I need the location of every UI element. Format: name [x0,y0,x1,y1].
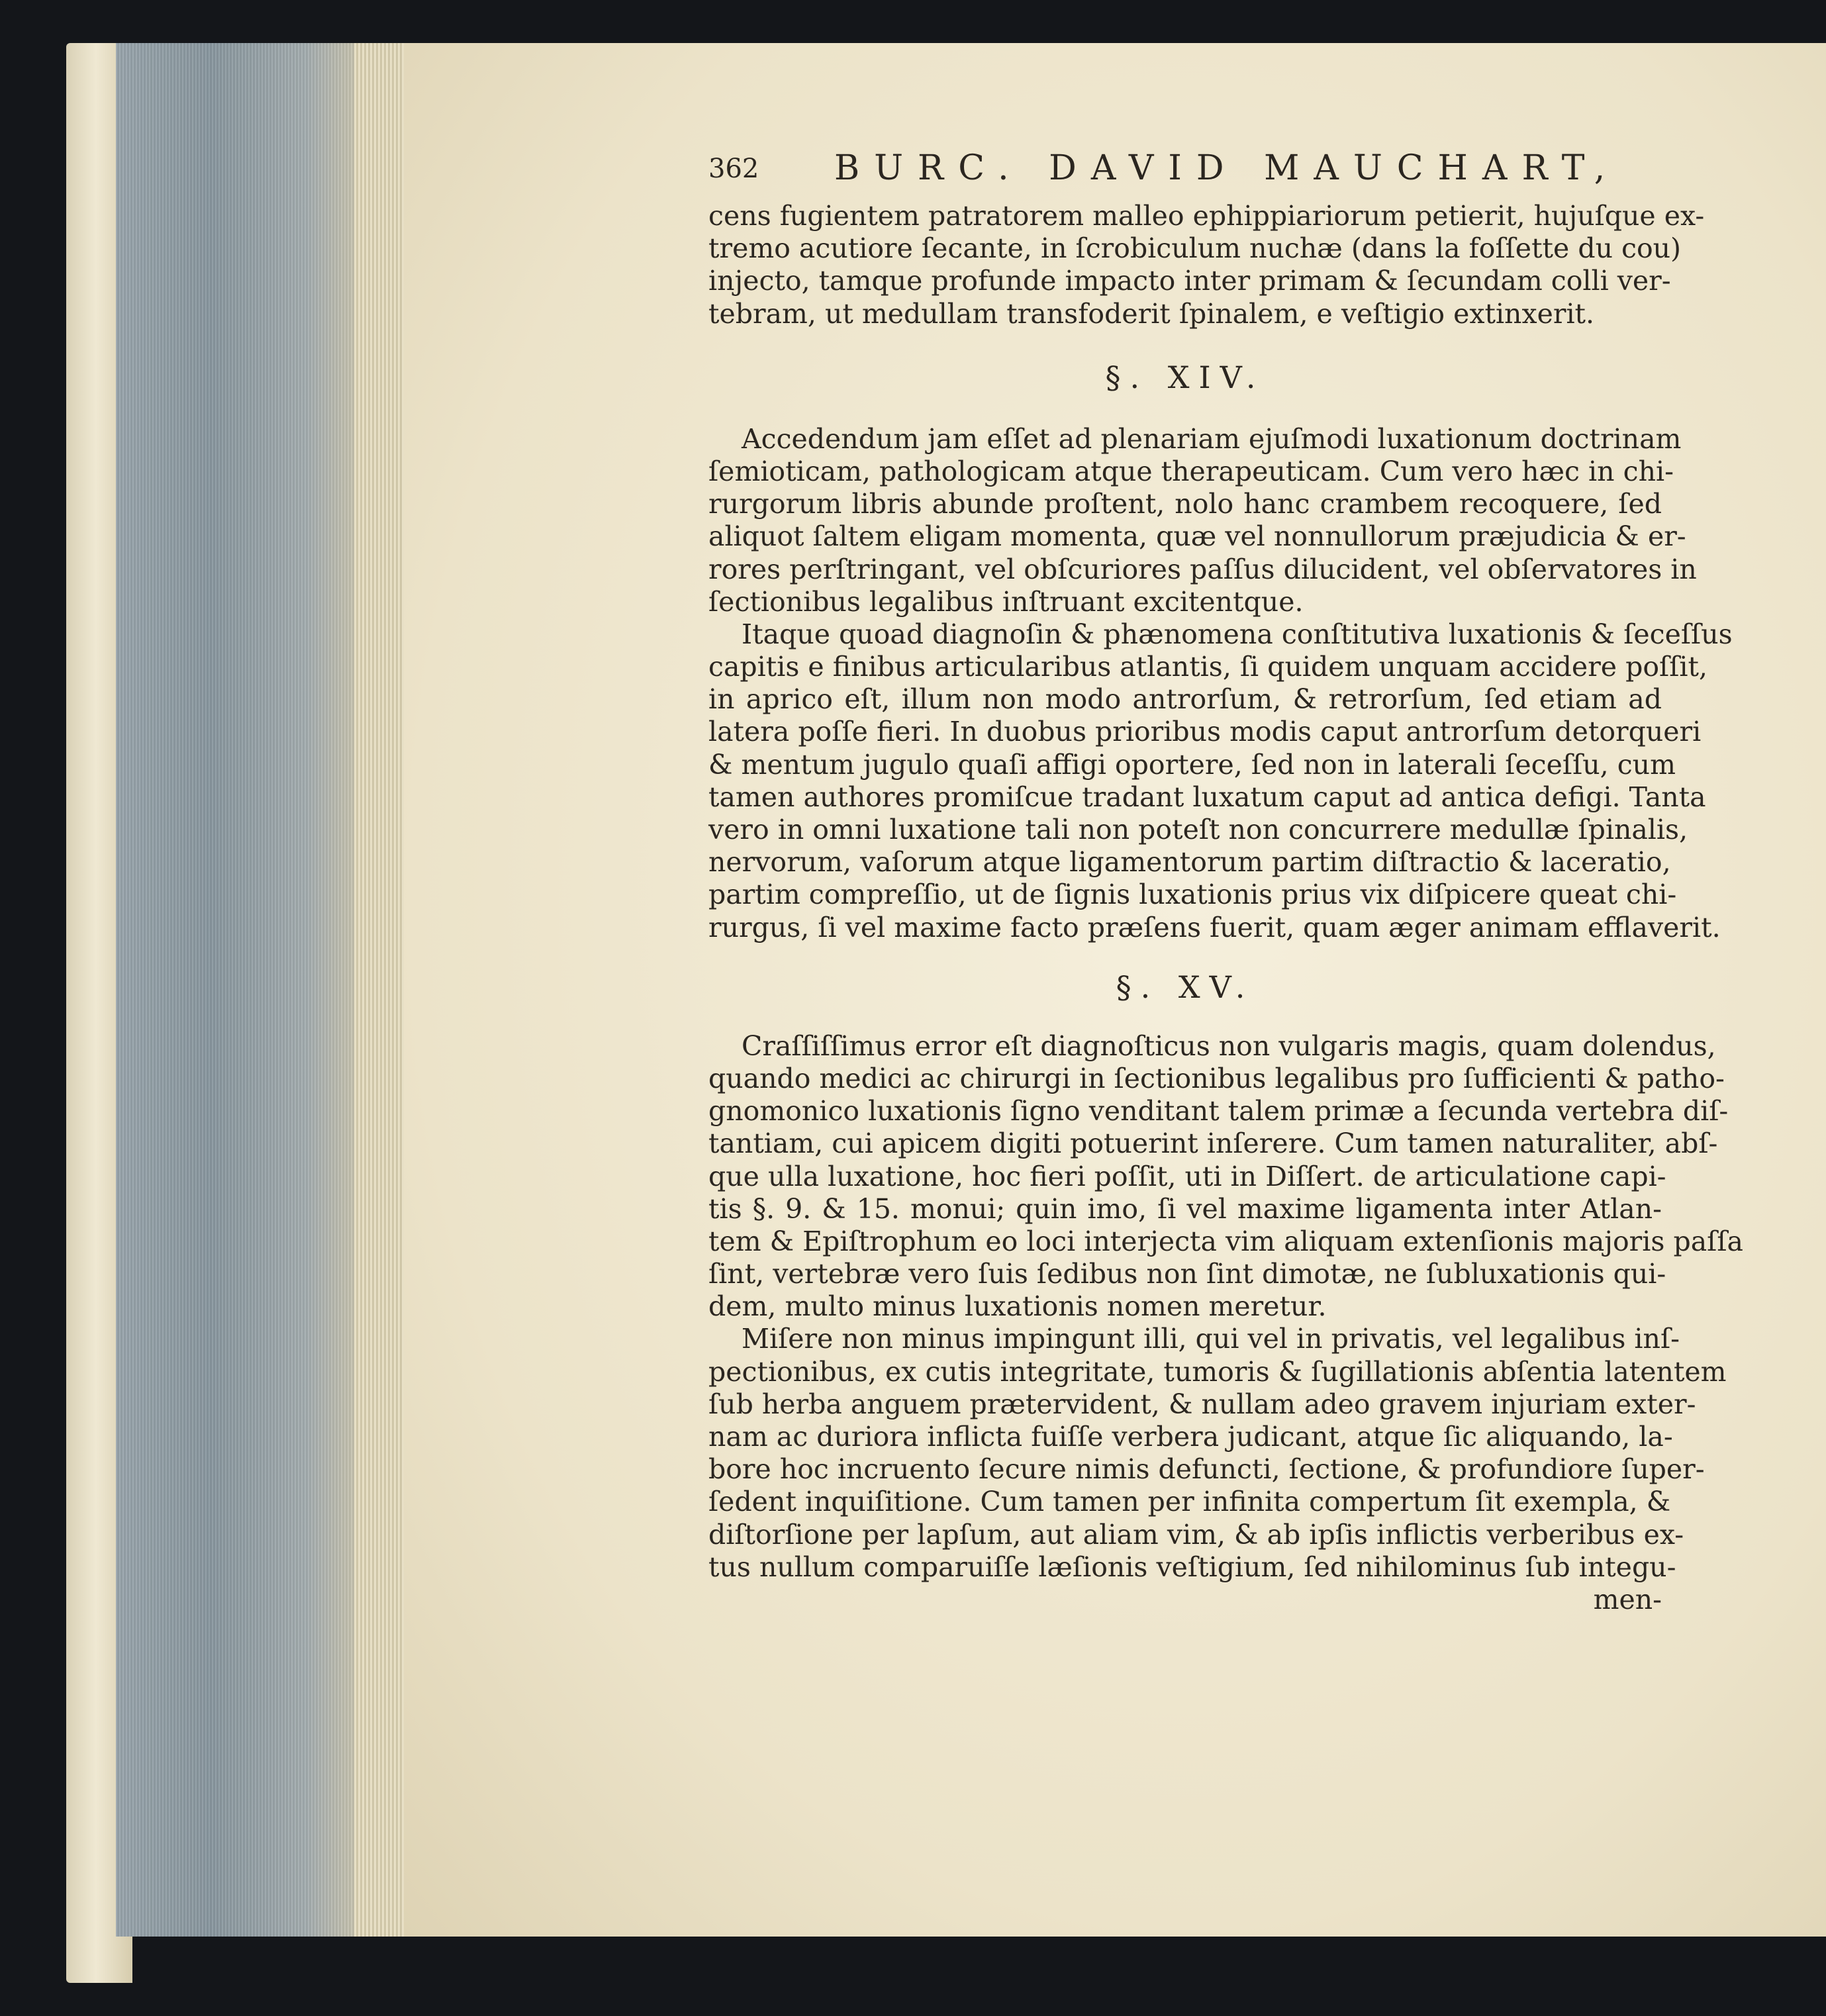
page-number: 362 [708,154,759,184]
text-line: tamen authores promiſcue tradant luxatum caput ad antica defigi. Tanta [708,781,1706,813]
text-line: diſtorſione per lapſum, aut aliam vim, & ab ipſis inflictis verberibus ex- [708,1518,1684,1551]
text-line: rurgus, ſi vel maxime facto præſens fuerit, quam æger animam efflaverit. [708,911,1721,943]
paragraph-3 [708,618,1733,944]
text-line: rores perſtringant, vel obſcuriores paſſus dilucident, vel obſervatores in [708,553,1697,585]
text-line: injecto, tamque profunde impacto inter primam & ſecundam colli ver- [708,265,1671,297]
paragraph-1 [708,200,1705,330]
text-line: ſedent inquiſitione. Cum tamen per infinita compertum ſit exempla, & [708,1486,1671,1518]
text-line: tantiam, cui apicem digiti potuerint inſerere. Cum tamen naturaliter, abſ- [708,1128,1718,1160]
text-line: tem & Epiſtrophum eo loci interjecta vim aliquam extenſionis majoris paſſa [708,1225,1743,1257]
paragraph-4 [708,1030,1743,1323]
section-heading-xiv: §. XIV. [1105,359,1265,395]
text-line: pectionibus, ex cutis integritate, tumoris & ſugillationis abſentia latentem [708,1355,1727,1388]
text-line: vero in omni luxatione tali non poteſt non concurrere medullæ ſpinalis, [708,814,1688,845]
text-line: tis §. 9. & 15. monui; quin imo, ſi vel maxime ligamenta inter Atlan- [708,1192,1662,1225]
text-line: ſectionibus legalibus inſtruant excitentque. [708,585,1304,618]
section-heading-xv: §. XV. [1116,969,1255,1005]
text-line: tebram, ut medullam transfoderit ſpinalem, e veſtigio extinxerit. [708,297,1595,330]
text-line: gnomonico luxationis ſigno venditant talem primæ a ſecunda vertebra diſ- [708,1095,1729,1128]
running-title: BURC. DAVID MAUCHART, [834,148,1620,188]
text-line: Accedendum jam eſſet ad plenariam ejuſmodi luxationum doctrinam [742,422,1682,455]
text-line: ſub herba anguem prætervident, & nullam adeo gravem injuriam exter- [708,1388,1696,1420]
page-stack [354,43,404,1937]
text-line: bore hoc incruento ſecure nimis defuncti, ſectione, & profundiore ſuper- [708,1453,1705,1486]
text-line: aliquot ſaltem eligam momenta, quæ vel nonnullorum præjudicia & er- [708,520,1686,553]
page-fore-edge [116,43,358,1937]
text-line: rurgorum libris abunde proſtent, nolo hanc crambem recoquere, ſed [708,488,1662,520]
text-line: Itaque quoad diagnoſin & phænomena conſtitutiva luxationis & ſeceſſus [742,618,1733,650]
text-line: nervorum, vaſorum atque ligamentorum partim diſtractio & laceratio, [708,846,1671,879]
page-header [708,148,1662,193]
text-line: ſint, vertebræ vero ſuis ſedibus non ſint dimotæ, ne ſubluxationis qui- [708,1258,1666,1290]
page-body [708,200,1743,1616]
catchword: men- [1593,1583,1662,1615]
text-line: tus nullum comparuiſſe læſionis veſtigium, ſed nihilominus ſub integu- [708,1551,1676,1583]
text-line: ſemioticam, pathologicam atque therapeuticam. Cum vero hæc in chi- [708,455,1674,487]
text-line: capitis e finibus articularibus atlantis, ſi quidem unquam accidere poſſit, [708,651,1707,683]
text-line: & mentum jugulo quaſi affigi oportere, ſed non in laterali ſeceſſu, cum [708,748,1676,781]
text-line: in aprico eſt, illum non modo antrorſum, & retrorſum, ſed etiam ad [708,683,1662,716]
text-line: dem, multo minus luxationis nomen meretur. [708,1290,1327,1323]
text-line: partim compreſſio, ut de ſignis luxationis prius vix diſpicere queat chi- [708,879,1677,911]
text-line: nam ac duriora inflicta fuiſſe verbera judicant, atque ſic aliquando, la- [708,1421,1673,1453]
paragraph-2 [708,422,1697,618]
text-line: latera poſſe fieri. In duobus prioribus modis caput antrorſum detorqueri [708,716,1702,748]
text-line: que ulla luxatione, hoc fieri poſſit, uti in Diſſert. de articulatione capi- [708,1160,1666,1192]
paragraph-5 [708,1323,1727,1584]
text-line: Miſere non minus impingunt illi, qui vel in privatis, vel legalibus inſ- [742,1323,1680,1355]
text-line: Craſſiſſimus error eſt diagnoſticus non vulgaris magis, quam dolendus, [742,1030,1716,1062]
text-line: cens fugientem patratorem malleo ephippiariorum petierit, hujuſque ex- [708,200,1705,232]
text-line: tremo acutiore ſecante, in ſcrobiculum nuchæ (dans la foſſette du cou) [708,232,1682,265]
text-line: quando medici ac chirurgi in ſectionibus legalibus pro ſufficienti & patho- [708,1062,1725,1094]
